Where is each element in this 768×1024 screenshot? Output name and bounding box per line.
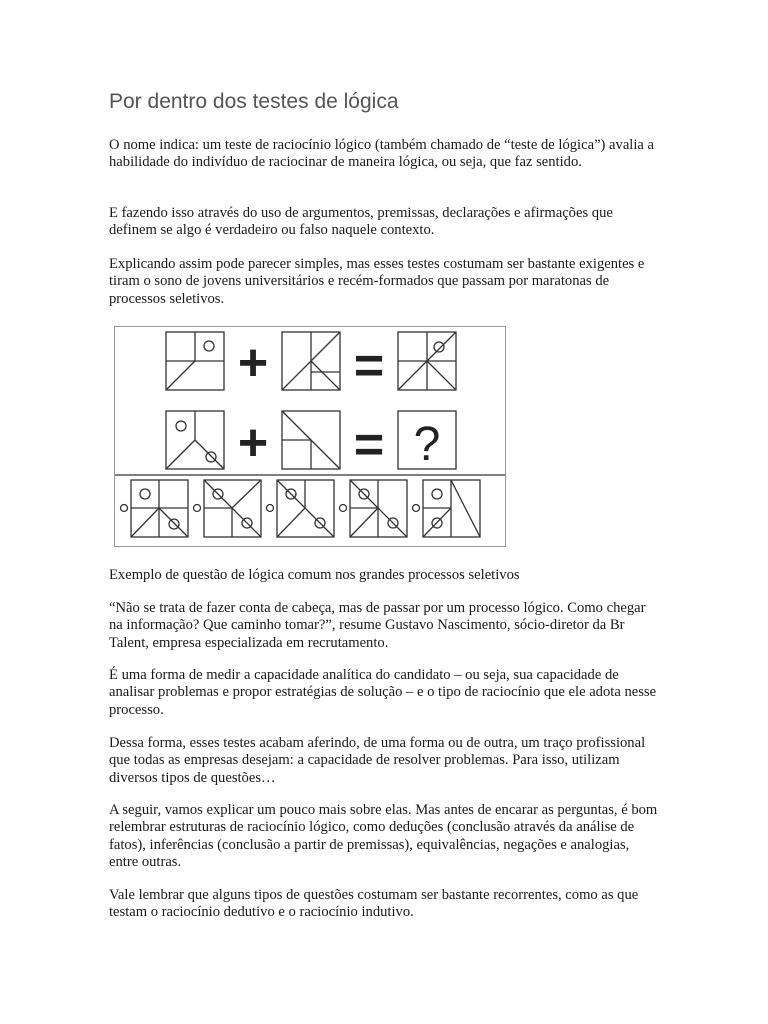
option-4 bbox=[340, 480, 408, 537]
paragraph-structures: A seguir, vamos explicar um pouco mais sobre elas. Mas antes de encarar as perguntas, é bom relembrar estruturas de raciocínio lógico, como deduções (conclusão através da análise de fatos), inferências (conclusão a partir de premissas), equivalências, negações e analogias, entre outras. bbox=[109, 802, 658, 870]
row1-square-b bbox=[282, 332, 340, 390]
row1-square-result bbox=[398, 332, 456, 390]
paragraph-arguments: E fazendo isso através do uso de argumentos, premissas, declarações e afirmações que definem se algo é verdadeiro ou falso naquele contexto. bbox=[109, 205, 613, 239]
page-title: Por dentro dos testes de lógica bbox=[109, 90, 399, 113]
row2-square-b bbox=[282, 411, 340, 469]
equals-sign-2: = bbox=[353, 416, 385, 474]
question-mark: ? bbox=[413, 418, 441, 471]
paragraph-simple: Explicando assim pode parecer simples, mas esses testes costumam ser bastante exigentes e tiram o sono de jovens universitários e recém-formados que passam por maratonas de processos seletivos. bbox=[109, 256, 645, 307]
equals-sign-1: = bbox=[353, 337, 385, 395]
plus-sign-1: + bbox=[237, 334, 269, 392]
row1-square-a bbox=[166, 332, 224, 390]
option-3 bbox=[267, 480, 335, 537]
row2-answer-box bbox=[398, 411, 456, 471]
option-5 bbox=[413, 480, 481, 537]
paragraph-profile: Dessa forma, esses testes acabam aferindo, de uma forma ou de outra, um traço profissional que todas as empresas desejam: a capacidade de resolver problemas. Para isso, utilizam diversos tipos de questões… bbox=[109, 735, 646, 786]
paragraph-quote: “Não se trata de fazer conta de cabeça, mas de passar por um processo lógico. Como chegar na informação? Que caminho tomar?”, resume Gustavo Nascimento, sócio-diretor da Br Talent, empresa especializada em recrutamento. bbox=[109, 600, 646, 651]
plus-sign-2: + bbox=[237, 414, 269, 472]
paragraph-intro: O nome indica: um teste de raciocínio lógico (também chamado de “teste de lógica”) avalia a habilidade do indivíduo de raciocinar de maneira lógica, ou seja, que faz sentido. bbox=[109, 137, 655, 171]
option-2 bbox=[194, 480, 262, 537]
row2-square-a bbox=[166, 411, 224, 469]
paragraph-recurrent: Vale lembrar que alguns tipos de questões costumam ser bastante recorrentes, como as que testam o raciocínio dedutivo e o raciocínio indutivo. bbox=[109, 887, 639, 921]
logic-puzzle-figure bbox=[114, 326, 506, 547]
paragraph-analytic: É uma forma de medir a capacidade analítica do candidato – ou seja, sua capacidade de analisar problemas e propor estratégias de solução – e o tipo de raciocínio que ele adota nesse processo. bbox=[109, 667, 657, 718]
figure-caption: Exemplo de questão de lógica comum nos grandes processos seletivos bbox=[109, 567, 520, 583]
option-1 bbox=[121, 480, 189, 537]
logic-puzzle-drawing bbox=[115, 327, 505, 546]
